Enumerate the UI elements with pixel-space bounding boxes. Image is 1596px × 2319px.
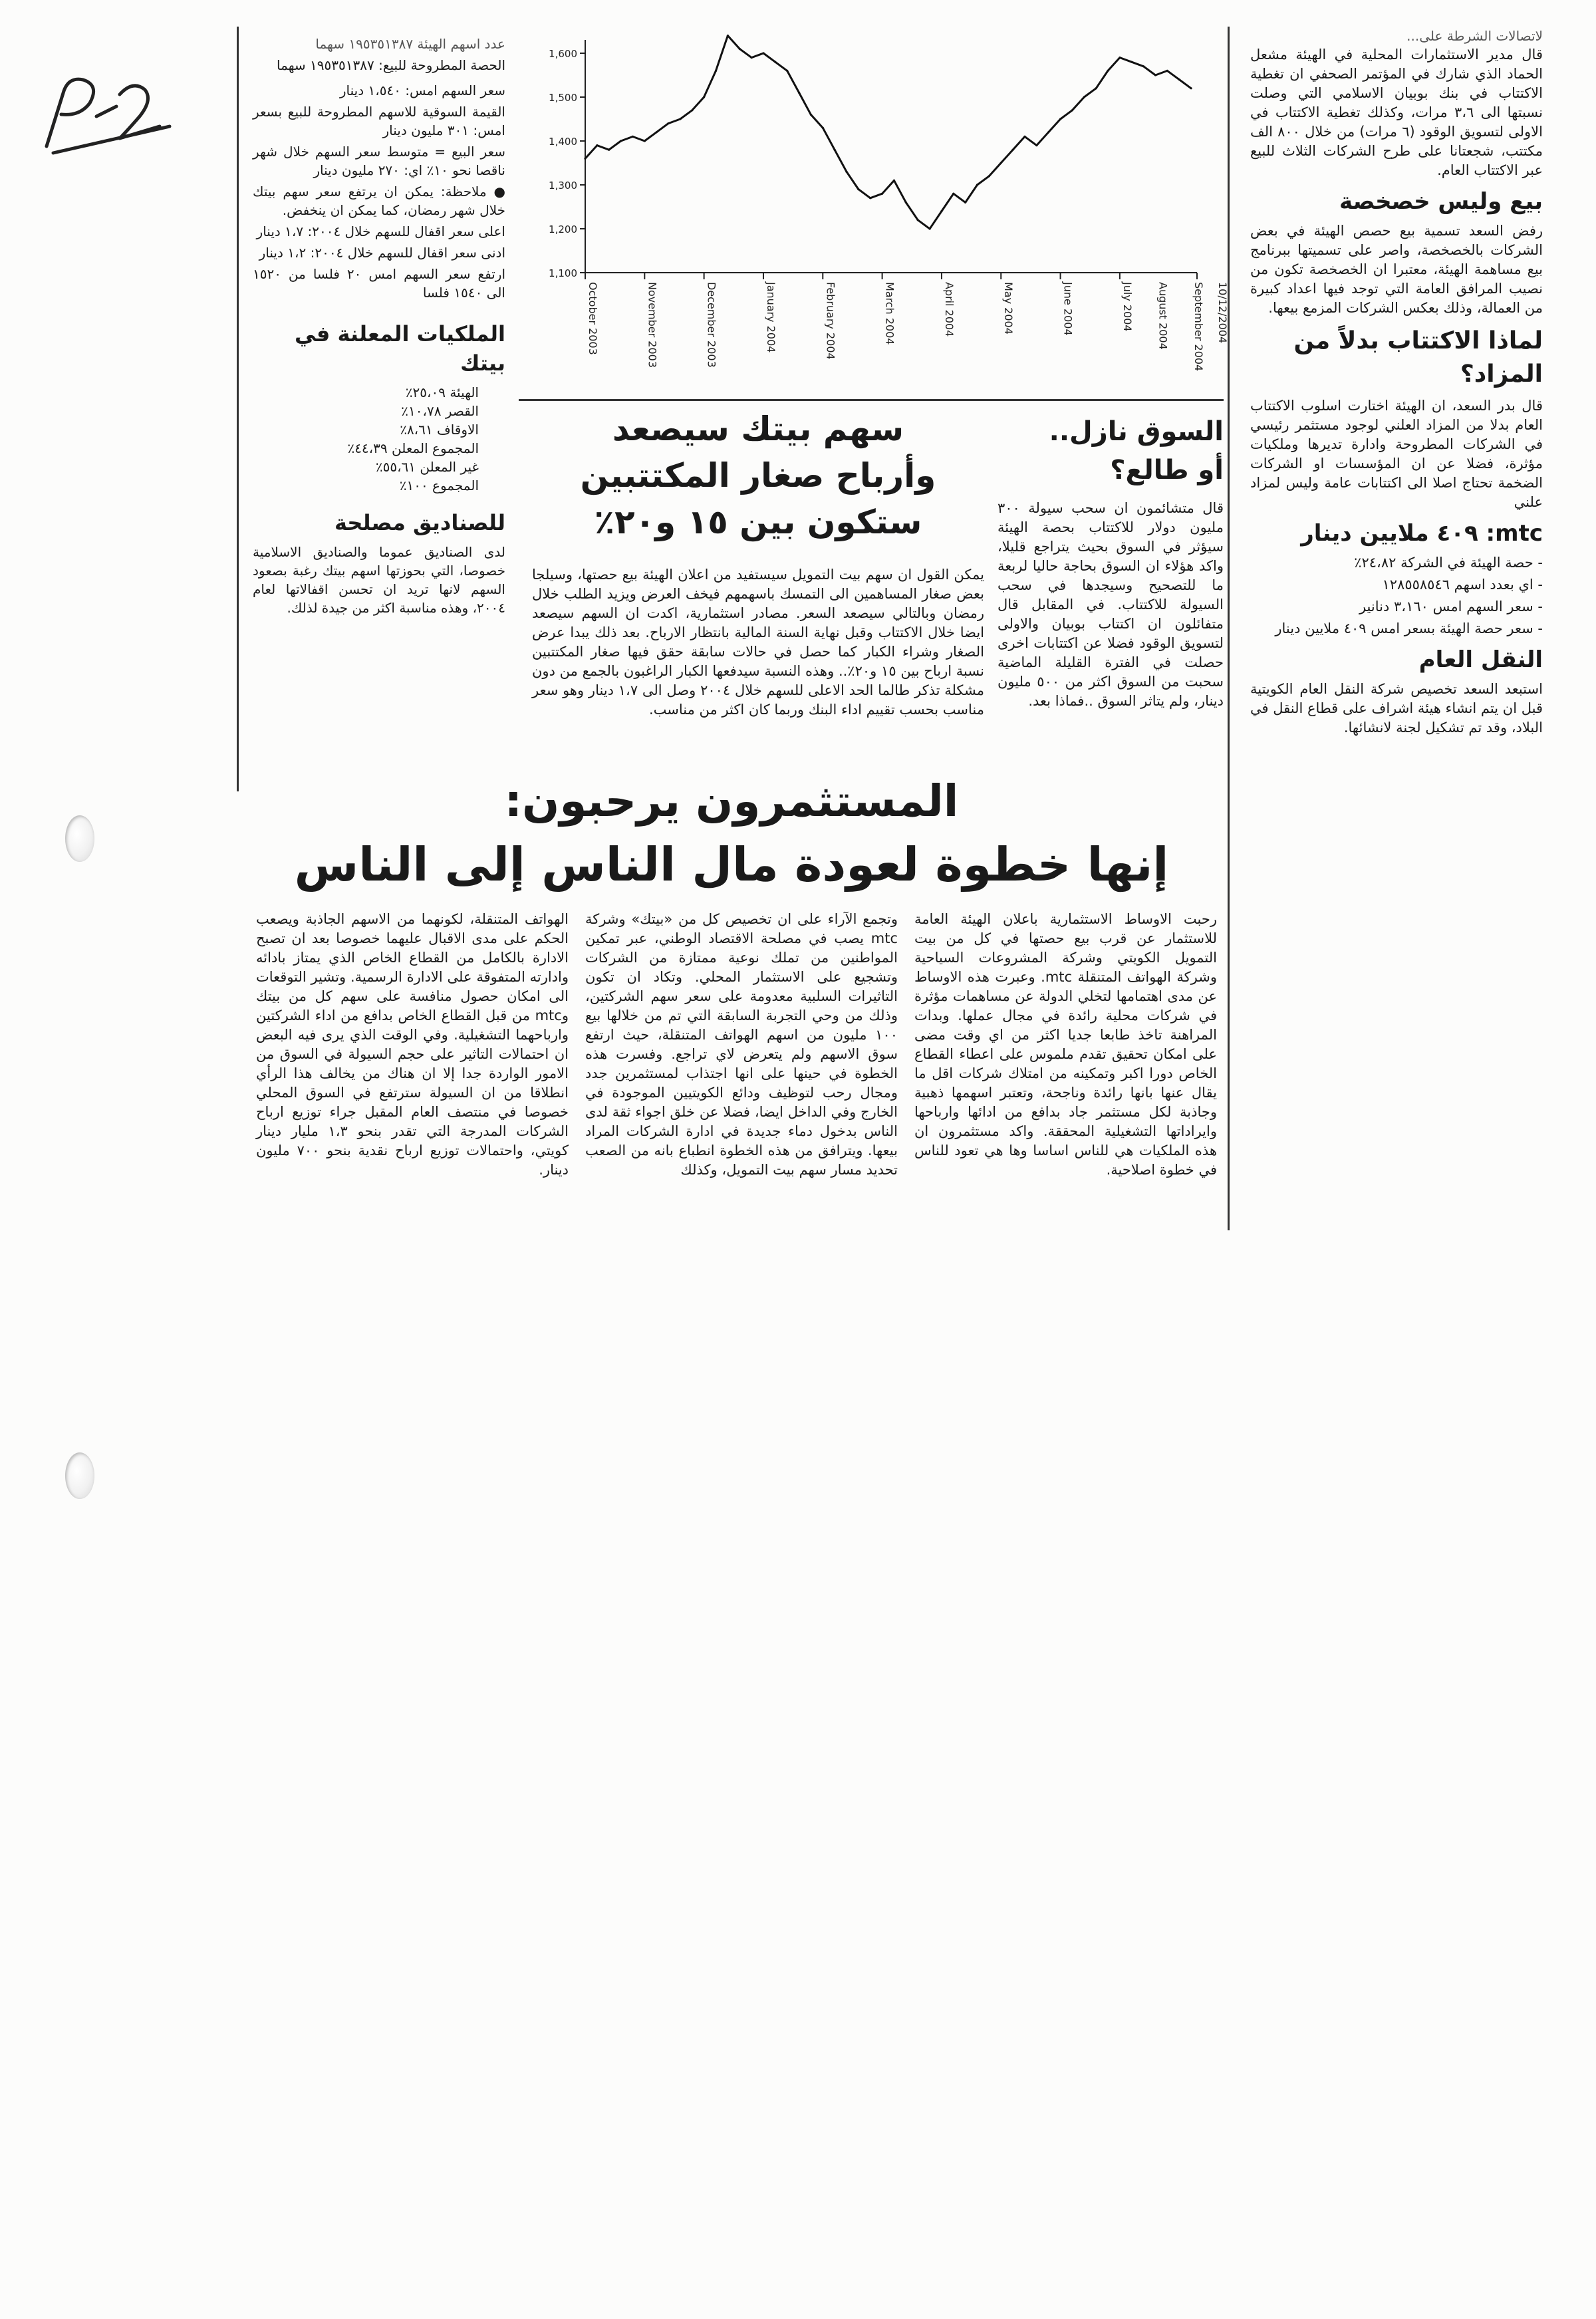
chart-x-tick-label: July 2004 [1121, 282, 1134, 332]
chart-x-tick-label: August 2004 [1156, 282, 1170, 350]
main-headline [246, 771, 1217, 898]
chart-x-tick-label: June 2004 [1061, 282, 1075, 336]
chart-x-tick-label: December 2003 [705, 282, 718, 368]
ownership-item: المجموع المعلن ٤٤،٣٩٪ [347, 440, 479, 456]
chart-data-point [596, 144, 598, 146]
funds-paragraph: لدى الصناديق عموما والصناديق الاسلامية خصوصا، التي بحوزتها اسهم بيتك رغبة بصعود السهم لانها تريد ان تحسن اقفالاتها لعام ٢٠٠٤، وهذه مناسبة اكثر من جيدة لذلك. [253, 544, 505, 616]
right-column-bullet-4: - سعر حصة الهيئة بسعر امس ٤٠٩ ملايين دينار [1275, 620, 1543, 636]
bayt-column-body: يمكن القول ان سهم بيت التمويل سيستفيد من اعلان الهيئة بيع حصتها، وسيلجا بعض صغار المساهمين الى التمسك باسهمهم فيخف العرض ويزيد الطلب خلال رمضان وبالتالي سيصعد السعر. مصادر استثمارية، اكدت ان السهم سيصعد ايضا خلال الاكتتاب وقبل نهاية السنة المالية بانتظار الارباح. بعد ذلك يبدا عرض الصغار وشراء الكبار كما حصل في حالات سابقة حقق فيها صغار المكتتبين نسبة ارباح بين ١٥ و٢٠٪.. وهذه النسبة سيدفعها الكبار الراغبون بالجمع من دون مشكلة تذكر طالما الحد الاعلى للسهم خلال ٢٠٠٤ وصل الى ١،٧ دينار وهو سعر مناسب بحسب تقييم اداء البنك وربما كان اكثر من مناسب. [532, 567, 985, 718]
chart-x-tick-label: 10/12/2004 [1216, 282, 1229, 344]
ownership-heading: الملكيات المعلنة في بيتك [295, 321, 505, 376]
ownership-item: القصر ١٠،٧٨٪ [401, 403, 479, 419]
chart-x-tick-label: April 2004 [942, 282, 956, 337]
chart-data-point [964, 202, 966, 204]
chart-y-tick-label: 1,400 [549, 136, 577, 148]
main-headline-line-2: إنها خطوة لعودة مال الناس إلى الناس [294, 837, 1169, 892]
chart-data-point [929, 227, 931, 229]
chart-data-point [857, 188, 859, 190]
chart-data-point [810, 114, 812, 116]
bayt-title-line-2: وأرباح صغار المكتتبين [580, 456, 936, 495]
chart-x-tick-label: September 2004 [1192, 282, 1206, 372]
chart-x-tick-label: October 2003 [587, 282, 599, 355]
ownership-item: المجموع ١٠٠٪ [399, 477, 479, 493]
chart-data-point [988, 175, 990, 177]
stats-line-low: ادنى سعر اقفال للسهم خلال ٢٠٠٤: ١،٢ دينار [259, 245, 505, 261]
chart-y-tick-label: 1,600 [549, 48, 577, 60]
right-column [1250, 27, 1543, 740]
chart-data-point [869, 197, 871, 199]
chart-data-point [798, 92, 800, 94]
chart-series-line [585, 36, 1191, 229]
stats-line-offered: الحصة المطروحة للبيع: ١٩٥٣٥١٣٨٧ سهما [277, 57, 505, 73]
chart-data-point [1190, 87, 1192, 89]
chart-data-point [620, 140, 622, 142]
chart-x-tick-label: January 2004 [764, 282, 777, 353]
chart-data-point [1130, 61, 1132, 63]
chart-data-point [715, 70, 717, 72]
market-column-title [998, 412, 1224, 489]
chart-data-point [762, 52, 764, 54]
chart-y-tick-label: 1,200 [549, 223, 577, 235]
chart-data-point [703, 96, 705, 98]
chart-data-point [727, 35, 729, 37]
stats-line-shares: عدد اسهم الهيئة ١٩٥٣٥١٣٨٧ سهما [315, 36, 505, 52]
right-column-cut-line: لاتصالات الشرطة على... [1406, 28, 1543, 44]
chart-data-point [976, 184, 978, 186]
chart-data-point [1059, 118, 1061, 120]
right-column-heading-public-transport: النقل العام [1418, 646, 1543, 673]
market-title-line-2: أو طالع؟ [1110, 455, 1224, 485]
stats-line-sale-price: سعر البيع = متوسط سعر السهم خلال شهر ناقصا نحو ١٠٪ اي: ٢٧٠ مليون دينار [253, 144, 505, 178]
stats-line-change: ارتفع سعر السهم امس ٢٠ فلسا من ١٥٢٠ الى ١٥٤٠ فلسا [253, 266, 505, 301]
article-column-2: وتجمع الآراء على ان تخصيص كل من «بيتك» وشركة mtc يصب في مصلحة الاقتصاد الوطني، عبر تمكين المواطنين من تملك نوعية ممتازة من الشركات وتشجيع على الاستثمار المحلي. وتكاد ان تكون التاثيرات السلبية معدومة على سعر سهم الشركتين، وذلك من وحي التجربة السابقة التي تم من خلالها بيع ١٠٠ مليون من اسهم الهواتف المتنقلة، حيث ارتفع سوق الاسهم ولم يتعرض لاي تراجع. وفسرت هذه الخطوة في حينها على انها اجتذاب لمستثمرين جدد ومجال رحب لتوظيف ودائع الكويتيين الموجودة في الخارج وفي الداخل ايضا، فضلا عن خلق اجواء ثقة لدى الناس بدخول دماء جديدة في ادارة الشركات المراد بيعها. ويترافق من هذه الخطوة انطباع بانه من الصعب تحديد مسار سهم بيت التمويل، وكذلك [585, 911, 898, 1178]
chart-data-point [667, 122, 669, 124]
handwritten-page-mark [27, 53, 180, 160]
right-column-paragraph-3: قال بدر السعد، ان الهيئة اختارت اسلوب الاكتتاب العام بدلا من المزاد العلني لوجود مستثمر رئيسي في الشركات المطروحة وادارة تديرها وملكيات مؤثرة، فضلا عن ان المؤسسات او الشركات الضخمة تحتاج اصلا الى اكتتابات عامة وليس لمزاد علني [1250, 398, 1543, 510]
chart-data-point [940, 210, 942, 212]
chart-data-point [1023, 136, 1025, 138]
chart-data-point [1083, 96, 1085, 98]
chart-data-point [905, 202, 907, 204]
column-rule-right [1228, 27, 1230, 1230]
bayt-title-line-1: سهم بيتك سيصعد [612, 410, 904, 448]
right-column-paragraph-1: قال مدير الاستثمارات المحلية في الهيئة مشعل الحماد الذي شارك في المؤتمر الصحفي ان تغطية الاكتتاب في بنك بوبيان الاسلامي التي وصلت نسبتها الى ٣،٦ مرات، وكذلك تغطية الاكتتاب في الاولى لتسويق الوقود (٦ مرات) من خلال ٨٠٠ الف مكتتب، شجعتانا على طرح الشركات الثلاث للبيع عبر الاكتتاب العام. [1250, 47, 1543, 178]
chart-data-point [644, 140, 646, 142]
chart-data-point [691, 109, 693, 111]
stock-price-chart [525, 33, 1229, 396]
chart-data-point [656, 131, 658, 133]
punch-hole-bottom [65, 1452, 94, 1499]
chart-data-point [1142, 65, 1144, 67]
chart-x-tick-label: May 2004 [1002, 282, 1015, 335]
chart-data-point [952, 193, 954, 195]
chart-data-point [608, 149, 610, 151]
stats-line-note: ● ملاحظة: يمكن ان يرتفع سعر سهم بيتك خلال شهر رمضان، كما يمكن ان ينخفض. [253, 184, 505, 218]
chart-data-point [1035, 144, 1037, 146]
stats-line-high: اعلى سعر اقفال للسهم خلال ٢٠٠٤: ١،٧ دينار [256, 223, 505, 239]
right-column-bullet-1: - حصة الهيئة في الشركة ٢٤،٨٢٪ [1354, 555, 1543, 571]
page-mark-text: P-2 [27, 53, 28, 54]
chart-data-point [1154, 74, 1156, 76]
chart-data-point [1119, 57, 1121, 59]
right-column-bullet-3: - سعر السهم امس ٣،١٦٠ دنانير [1359, 599, 1543, 614]
chart-y-tick-label: 1,100 [549, 267, 577, 279]
punch-hole-top [65, 815, 94, 862]
article-column-1: رحبت الاوساط الاستثمارية باعلان الهيئة العامة للاستثمار عن قرب بيع حصتها في كل من بيت التمويل الكويتي وشركة المشروعات السياحية وشركة الهواتف المتنقلة mtc. وعبرت هذه الاوساط عن مدى اهتمامها لتخلي الدولة عن مساهمات مؤثرة في شركات محلية رائدة في مجال عملها. وبدات المراهنة تاخذ طابعا جديا اكثر من اي وقت مضى على امكان تحقيق تقدم ملموس على اعطاء القطاع الخاص دورا اكبر وتمكينه من امتلاك شركات اقل ما يقال عنها بانها رائدة وناجحة، وتعتبر اسهمها ذهبية وجاذبة لكل مستثمر جاد بدافع من ادائها وارباحها وايراداتها التشغيلية المحققة. واكد مستثمرون ان هذه الملكيات هي للناس اساسا وها هي تعود للناس في خطوة اصلاحية. [914, 911, 1217, 1178]
chart-data-point [739, 48, 741, 50]
stats-line-market-value: القيمة السوقية للاسهم المطروحة للبيع بسعر امس: ٣٠١ مليون دينار [253, 104, 505, 138]
right-column-paragraph-5: استبعد السعد تخصيص شركة النقل العام الكويتية قبل ان يتم انشاء هيئة اشراف على قطاع النقل في البلاد، وقد تم تشكيل لجنة لانشائها. [1250, 681, 1543, 736]
chart-y-tick-label: 1,300 [549, 180, 577, 192]
chart-data-point [1012, 149, 1014, 151]
chart-data-point [1000, 162, 1002, 164]
chart-bottom-rule [519, 399, 1224, 401]
chart-data-point [917, 219, 919, 221]
ownership-item: الاوقاف ٨،٦١٪ [400, 422, 479, 438]
chart-data-point [834, 149, 836, 151]
right-column-heading-privatization: بيع وليس خصخصة [1339, 188, 1543, 215]
ownership-list [253, 383, 505, 495]
chart-data-point [751, 57, 753, 59]
chart-data-point [822, 127, 824, 129]
stats-column [253, 35, 505, 620]
chart-x-tick-label: February 2004 [824, 282, 837, 360]
chart-x-tick-label: November 2003 [646, 282, 659, 368]
chart-data-point [893, 180, 895, 182]
right-column-paragraph-2: رفض السعد تسمية بيع حصص الهيئة في بعض الشركات بالخصخصة، واصر على تسميتها ببرنامج بيع مساهمة الهيئة، معتبرا ان الخصخصة تكون من نصيب المرافق العامة التي توجد فيها اعداد كبيرة من العمالة، وذلك بعكس الشركات المزمع بيعها. [1250, 223, 1543, 316]
chart-y-tick-label: 1,500 [549, 92, 577, 104]
chart-data-point [1047, 131, 1049, 133]
right-column-heading-mtc: mtc: ٤٠٩ ملايين دينار [1301, 520, 1543, 547]
ownership-item: غير المعلن ٥٥،٦١٪ [375, 459, 479, 475]
chart-data-point [1107, 70, 1109, 72]
chart-data-point [1178, 78, 1180, 80]
right-column-bullet-2: - اي بعدد اسهم ١٢٨٥٥٨٥٤٦ [1382, 577, 1543, 593]
chart-data-point [1095, 87, 1097, 89]
article-column-3: الهواتف المتنقلة، لكونهما من الاسهم الجاذبة ويصعب الحكم على مدى الاقبال عليهما خصوصا بعد ان تصبح الادارة بالكامل من القطاع الخاص الذي يمتاز بادائه وادارته المتفوقة على الادارة الرسمية. وتشير التوقعات الى امكان حصول منافسة على سهم كل من بيتك وmtc من قبل القطاع الخاص بدافع من اداء الشركتين وارباحهما التشغيلية. وفي الوقت الذي يرى فيه البعض ان احتمالات التاثير على حجم السيولة في السوق من الامور الواردة جدا إلا ان هناك من يخالف هذا الرأي انطلاقا من ان السيولة سترتفع في السوق المحلي خصوصا في منتصف العام المقبل جراء توزيع ارباح الشركات المدرجة التي تقدر بنحو ١،٣ مليار دينار كويتي، واحتمالات توزيع ارباح نقدية بنحو ٧٠٠ مليون دينار. [256, 911, 569, 1178]
market-title-line-1: السوق نازل.. [1049, 416, 1224, 447]
chart-data-point [679, 118, 681, 120]
chart-data-point [845, 171, 847, 173]
right-column-heading-why-ipo: لماذا الاكتتاب بدلاً من المزاد؟ [1293, 327, 1543, 388]
bayt-title-line-3: ستكون بين ١٥ و٢٠٪ [594, 503, 922, 541]
ownership-item: الهيئة ٢٥،٠٩٪ [405, 384, 479, 400]
chart-data-point [774, 61, 776, 63]
chart-data-point [881, 193, 883, 195]
funds-heading: للصناديق مصلحة [334, 510, 505, 535]
column-rule-left [237, 27, 239, 791]
chart-x-tick-label: March 2004 [883, 282, 896, 345]
chart-data-point [1071, 109, 1073, 111]
bayt-column-title [532, 406, 984, 545]
main-headline-line-1: المستثمرون يرحبون: [504, 775, 959, 827]
stats-line-price: سعر السهم امس: ١،٥٤٠ دينار [339, 82, 505, 98]
market-column-body: قال متشائمون ان سحب سيولة ٣٠٠ مليون دولار للاكتتاب بحصة الهيئة سيؤثر في السوق بحيث يتراجع قليلا، واكد هؤلاء ان السوق بحاجة حاليا لربعة ما للتصحيح وسيجدها في سحب السيولة للاكتتاب. في المقابل قال متفائلون ان اكتتاب بوبيان والاولى لتسويق الوقود فضلا عن اكتتابات اخرى حصلت في الفترة القليلة الماضية سحبت من السوق اكثر من ٥٠٠ مليون دينار، ولم يتاثر السوق ..فماذا بعد. [998, 500, 1224, 709]
chart-data-point [786, 70, 788, 72]
chart-data-point [632, 136, 634, 138]
chart-data-point [1166, 70, 1168, 72]
chart-data-point [584, 158, 586, 160]
